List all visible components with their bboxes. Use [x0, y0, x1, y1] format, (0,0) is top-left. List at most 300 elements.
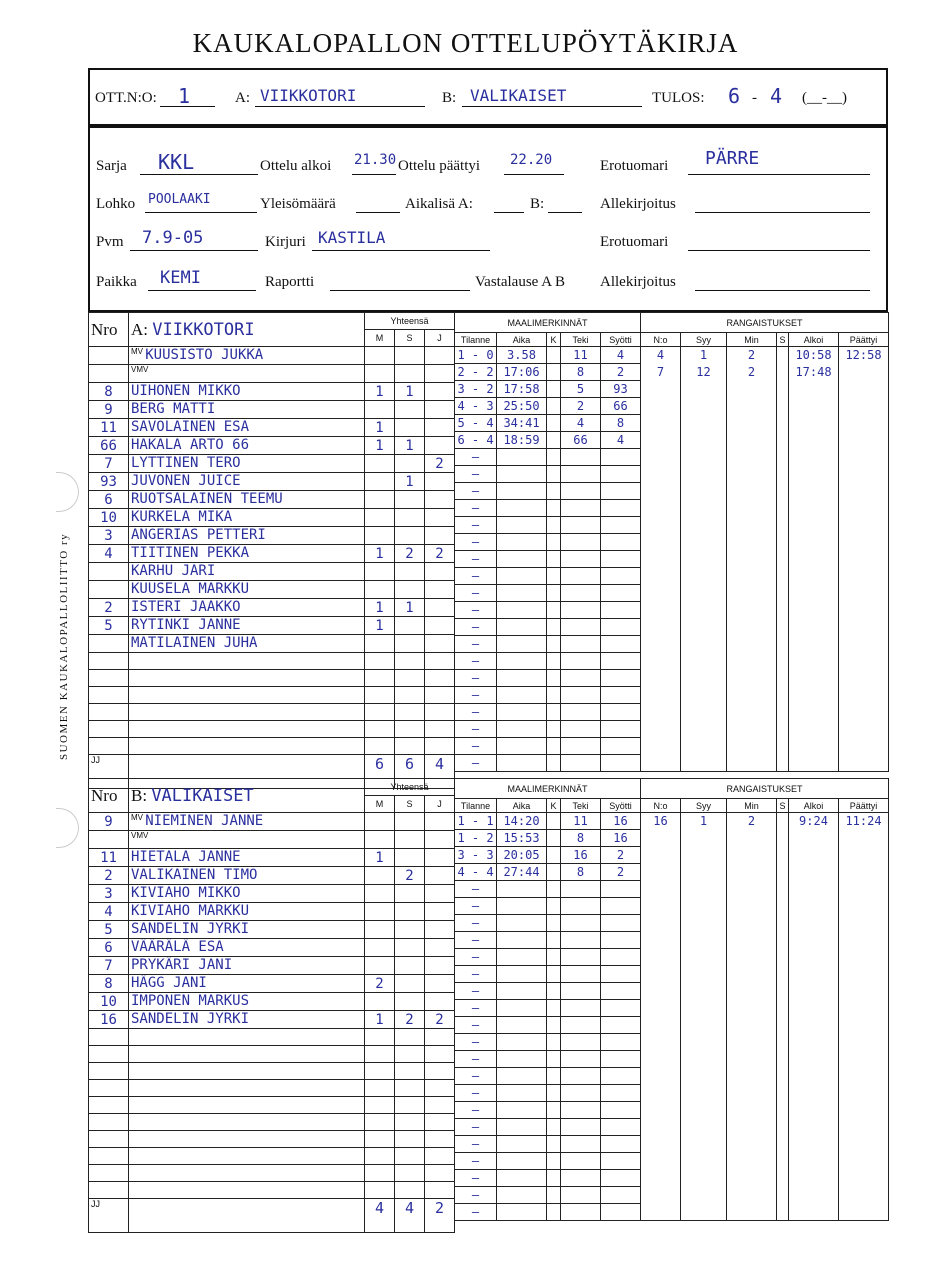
goal-tilanne[interactable]: –: [455, 653, 497, 670]
goal-k[interactable]: [547, 864, 561, 881]
goal-teki[interactable]: 2: [561, 398, 601, 415]
goal-tilanne[interactable]: 6 - 4: [455, 432, 497, 449]
goal-aika[interactable]: [497, 1187, 547, 1204]
goal-tilanne[interactable]: –: [455, 704, 497, 721]
player-number[interactable]: 10: [89, 509, 129, 527]
goal-teki[interactable]: [561, 636, 601, 653]
player-m[interactable]: [365, 867, 395, 885]
goal-teki[interactable]: [561, 1187, 601, 1204]
player-s[interactable]: [395, 1131, 425, 1148]
player-name-cell[interactable]: [129, 1011, 365, 1029]
goal-syotti[interactable]: [601, 704, 641, 721]
goal-tilanne[interactable]: –: [455, 881, 497, 898]
player-name-cell[interactable]: [129, 721, 365, 738]
goal-syotti[interactable]: [601, 755, 641, 772]
goal-aika[interactable]: 34:41: [497, 415, 547, 432]
goal-syotti[interactable]: 4: [601, 347, 641, 364]
goal-tilanne[interactable]: –: [455, 1170, 497, 1187]
player-name-cell[interactable]: [129, 473, 365, 491]
goal-aika[interactable]: [497, 721, 547, 738]
player-number[interactable]: 66: [89, 437, 129, 455]
goal-k[interactable]: [547, 898, 561, 915]
goal-aika[interactable]: 25:50: [497, 398, 547, 415]
kirjuri-value[interactable]: KASTILA: [318, 228, 386, 247]
goal-syotti[interactable]: [601, 1017, 641, 1034]
goal-aika[interactable]: [497, 1000, 547, 1017]
player-s[interactable]: [395, 455, 425, 473]
goal-teki[interactable]: [561, 517, 601, 534]
player-s[interactable]: [395, 975, 425, 993]
player-name-cell[interactable]: [129, 365, 365, 383]
goal-syotti[interactable]: 16: [601, 813, 641, 830]
goal-syotti[interactable]: [601, 898, 641, 915]
player-name-cell[interactable]: [129, 653, 365, 670]
player-number[interactable]: [89, 653, 129, 670]
goal-syotti[interactable]: 66: [601, 398, 641, 415]
player-number[interactable]: [89, 831, 129, 849]
penalty-empty-cell[interactable]: [727, 381, 777, 772]
goal-k[interactable]: [547, 1051, 561, 1068]
goal-k[interactable]: [547, 704, 561, 721]
goal-k[interactable]: [547, 585, 561, 602]
goal-aika[interactable]: [497, 1136, 547, 1153]
goal-k[interactable]: [547, 1034, 561, 1051]
player-name-cell[interactable]: [129, 401, 365, 419]
goal-syotti[interactable]: [601, 966, 641, 983]
player-s[interactable]: [395, 1080, 425, 1097]
goal-tilanne[interactable]: –: [455, 738, 497, 755]
goal-k[interactable]: [547, 670, 561, 687]
goal-tilanne[interactable]: –: [455, 1068, 497, 1085]
player-number[interactable]: 6: [89, 939, 129, 957]
goal-aika[interactable]: [497, 653, 547, 670]
goal-teki[interactable]: 66: [561, 432, 601, 449]
goal-syotti[interactable]: [601, 1119, 641, 1136]
player-number[interactable]: 7: [89, 455, 129, 473]
player-s[interactable]: 2: [395, 867, 425, 885]
player-name-cell[interactable]: [129, 957, 365, 975]
goal-syotti[interactable]: [601, 568, 641, 585]
player-s[interactable]: [395, 1165, 425, 1182]
goal-syotti[interactable]: [601, 517, 641, 534]
player-m[interactable]: [365, 581, 395, 599]
penalty-syy[interactable]: 1: [681, 813, 727, 830]
goal-syotti[interactable]: 2: [601, 847, 641, 864]
player-m[interactable]: [365, 1148, 395, 1165]
player-m[interactable]: [365, 1029, 395, 1046]
goal-syotti[interactable]: [601, 534, 641, 551]
player-name-cell[interactable]: [129, 831, 365, 849]
goal-teki[interactable]: 16: [561, 847, 601, 864]
goal-k[interactable]: [547, 949, 561, 966]
erotuomari-value[interactable]: PÄRRE: [705, 148, 760, 169]
goal-aika[interactable]: 14:20: [497, 813, 547, 830]
player-j[interactable]: [425, 401, 455, 419]
player-name-cell[interactable]: [129, 527, 365, 545]
goal-teki[interactable]: [561, 1119, 601, 1136]
player-name-cell[interactable]: [129, 581, 365, 599]
player-j[interactable]: [425, 563, 455, 581]
player-j[interactable]: 2: [425, 1011, 455, 1029]
goal-teki[interactable]: [561, 1102, 601, 1119]
player-m[interactable]: [365, 1080, 395, 1097]
total-j[interactable]: 2: [425, 1199, 455, 1233]
player-m[interactable]: [365, 738, 395, 755]
player-j[interactable]: [425, 437, 455, 455]
goal-teki[interactable]: 11: [561, 813, 601, 830]
goal-tilanne[interactable]: –: [455, 517, 497, 534]
total-m[interactable]: 4: [365, 1199, 395, 1233]
player-number[interactable]: [89, 1165, 129, 1182]
goal-syotti[interactable]: [601, 1051, 641, 1068]
goal-teki[interactable]: 8: [561, 830, 601, 847]
player-j[interactable]: [425, 721, 455, 738]
player-s[interactable]: [395, 687, 425, 704]
goal-syotti[interactable]: [601, 1136, 641, 1153]
goal-syotti[interactable]: 2: [601, 864, 641, 881]
player-s[interactable]: [395, 670, 425, 687]
player-name-cell[interactable]: [129, 1029, 365, 1046]
goal-k[interactable]: [547, 738, 561, 755]
goal-tilanne[interactable]: –: [455, 449, 497, 466]
goal-tilanne[interactable]: –: [455, 949, 497, 966]
player-s[interactable]: [395, 491, 425, 509]
goal-teki[interactable]: [561, 500, 601, 517]
goal-tilanne[interactable]: 1 - 2: [455, 830, 497, 847]
goal-tilanne[interactable]: –: [455, 983, 497, 1000]
player-number[interactable]: 2: [89, 599, 129, 617]
goal-teki[interactable]: [561, 483, 601, 500]
goal-aika[interactable]: [497, 755, 547, 772]
player-j[interactable]: [425, 849, 455, 867]
goal-aika[interactable]: [497, 1017, 547, 1034]
goal-teki[interactable]: [561, 619, 601, 636]
goal-k[interactable]: [547, 1102, 561, 1119]
goal-syotti[interactable]: [601, 653, 641, 670]
goal-aika[interactable]: 15:53: [497, 830, 547, 847]
goal-k[interactable]: [547, 755, 561, 772]
goal-aika[interactable]: 3.58: [497, 347, 547, 364]
goal-k[interactable]: [547, 1153, 561, 1170]
goal-teki[interactable]: [561, 687, 601, 704]
player-number[interactable]: [89, 1182, 129, 1199]
player-j[interactable]: [425, 939, 455, 957]
player-name-cell[interactable]: [129, 738, 365, 755]
sarja-value[interactable]: KKL: [158, 150, 195, 174]
goal-aika[interactable]: [497, 1085, 547, 1102]
goal-k[interactable]: [547, 847, 561, 864]
goal-aika[interactable]: 20:05: [497, 847, 547, 864]
pvm-value[interactable]: 7.9-05: [142, 228, 204, 248]
goal-syotti[interactable]: [601, 619, 641, 636]
player-m[interactable]: [365, 635, 395, 653]
player-m[interactable]: [365, 939, 395, 957]
goal-aika[interactable]: [497, 898, 547, 915]
goal-aika[interactable]: [497, 687, 547, 704]
player-j[interactable]: [425, 1080, 455, 1097]
goal-tilanne[interactable]: –: [455, 755, 497, 772]
player-m[interactable]: [365, 831, 395, 849]
player-number[interactable]: 3: [89, 885, 129, 903]
player-j[interactable]: [425, 653, 455, 670]
goal-k[interactable]: [547, 966, 561, 983]
player-j[interactable]: [425, 1063, 455, 1080]
goal-k[interactable]: [547, 881, 561, 898]
player-s[interactable]: [395, 563, 425, 581]
penalty-empty-cell[interactable]: [727, 830, 777, 1221]
goal-teki[interactable]: [561, 653, 601, 670]
penalty-empty-cell[interactable]: [641, 830, 681, 1221]
player-j[interactable]: [425, 491, 455, 509]
goal-tilanne[interactable]: –: [455, 483, 497, 500]
goal-teki[interactable]: [561, 534, 601, 551]
goal-aika[interactable]: [497, 466, 547, 483]
penalty-s[interactable]: [777, 364, 789, 381]
player-number[interactable]: 2: [89, 867, 129, 885]
penalty-empty-cell[interactable]: [839, 830, 889, 1221]
player-number[interactable]: [89, 365, 129, 383]
player-s[interactable]: [395, 1063, 425, 1080]
goal-tilanne[interactable]: –: [455, 932, 497, 949]
team-name[interactable]: VALIKAISET: [151, 785, 254, 806]
goal-tilanne[interactable]: –: [455, 534, 497, 551]
player-name-cell[interactable]: [129, 347, 365, 365]
penalty-s[interactable]: [777, 347, 789, 364]
goal-tilanne[interactable]: 4 - 3: [455, 398, 497, 415]
goal-teki[interactable]: [561, 1170, 601, 1187]
goal-aika[interactable]: [497, 500, 547, 517]
player-number[interactable]: [89, 581, 129, 599]
player-m[interactable]: [365, 921, 395, 939]
goal-aika[interactable]: [497, 949, 547, 966]
goal-teki[interactable]: [561, 881, 601, 898]
player-s[interactable]: [395, 721, 425, 738]
goal-tilanne[interactable]: –: [455, 551, 497, 568]
player-number[interactable]: 16: [89, 1011, 129, 1029]
player-name-cell[interactable]: [129, 704, 365, 721]
player-s[interactable]: 1: [395, 599, 425, 617]
player-name-cell[interactable]: [129, 1148, 365, 1165]
player-name-cell[interactable]: [129, 1165, 365, 1182]
player-s[interactable]: [395, 957, 425, 975]
goal-teki[interactable]: [561, 1136, 601, 1153]
goal-tilanne[interactable]: –: [455, 670, 497, 687]
goal-teki[interactable]: [561, 738, 601, 755]
player-m[interactable]: [365, 1131, 395, 1148]
player-m[interactable]: [365, 993, 395, 1011]
goal-tilanne[interactable]: –: [455, 619, 497, 636]
player-j[interactable]: [425, 383, 455, 401]
goal-teki[interactable]: [561, 1153, 601, 1170]
penalty-empty-cell[interactable]: [777, 381, 789, 772]
player-s[interactable]: [395, 527, 425, 545]
player-j[interactable]: [425, 867, 455, 885]
player-s[interactable]: [395, 738, 425, 755]
goal-k[interactable]: [547, 636, 561, 653]
player-j[interactable]: [425, 1182, 455, 1199]
goal-syotti[interactable]: [601, 585, 641, 602]
player-name-cell[interactable]: [129, 563, 365, 581]
goal-syotti[interactable]: 16: [601, 830, 641, 847]
player-number[interactable]: [89, 1029, 129, 1046]
player-number[interactable]: 93: [89, 473, 129, 491]
penalty-empty-cell[interactable]: [681, 830, 727, 1221]
goal-teki[interactable]: [561, 1017, 601, 1034]
player-number[interactable]: 4: [89, 545, 129, 563]
goal-tilanne[interactable]: 2 - 2: [455, 364, 497, 381]
goal-k[interactable]: [547, 813, 561, 830]
goal-tilanne[interactable]: –: [455, 1051, 497, 1068]
goal-syotti[interactable]: [601, 881, 641, 898]
goal-syotti[interactable]: [601, 1085, 641, 1102]
goal-aika[interactable]: [497, 1102, 547, 1119]
goal-syotti[interactable]: [601, 983, 641, 1000]
player-j[interactable]: [425, 670, 455, 687]
player-m[interactable]: [365, 1182, 395, 1199]
penalty-min[interactable]: 2: [727, 347, 777, 364]
goal-teki[interactable]: [561, 1000, 601, 1017]
goal-syotti[interactable]: [601, 721, 641, 738]
goal-k[interactable]: [547, 415, 561, 432]
player-s[interactable]: [395, 635, 425, 653]
goal-teki[interactable]: [561, 466, 601, 483]
alkoi-value[interactable]: 21.30: [354, 152, 397, 168]
goal-tilanne[interactable]: –: [455, 915, 497, 932]
goal-tilanne[interactable]: –: [455, 1034, 497, 1051]
goal-teki[interactable]: [561, 966, 601, 983]
player-s[interactable]: [395, 993, 425, 1011]
goal-teki[interactable]: [561, 449, 601, 466]
goal-teki[interactable]: [561, 1068, 601, 1085]
goal-tilanne[interactable]: –: [455, 1204, 497, 1221]
goal-teki[interactable]: [561, 721, 601, 738]
player-s[interactable]: [395, 653, 425, 670]
goal-k[interactable]: [547, 1000, 561, 1017]
goal-k[interactable]: [547, 983, 561, 1000]
player-m[interactable]: [365, 957, 395, 975]
goal-teki[interactable]: [561, 1034, 601, 1051]
goal-k[interactable]: [547, 1017, 561, 1034]
player-m[interactable]: [365, 527, 395, 545]
goal-k[interactable]: [547, 830, 561, 847]
player-s[interactable]: 1: [395, 383, 425, 401]
player-m[interactable]: [365, 687, 395, 704]
penalty-alkoi[interactable]: 9:24: [789, 813, 839, 830]
player-m[interactable]: [365, 885, 395, 903]
goal-syotti[interactable]: [601, 483, 641, 500]
player-name-cell[interactable]: [129, 849, 365, 867]
goal-aika[interactable]: [497, 619, 547, 636]
player-name-cell[interactable]: [129, 455, 365, 473]
player-s[interactable]: [395, 1148, 425, 1165]
player-j[interactable]: [425, 975, 455, 993]
goal-syotti[interactable]: [601, 1102, 641, 1119]
goal-syotti[interactable]: [601, 466, 641, 483]
player-number[interactable]: [89, 1131, 129, 1148]
player-s[interactable]: [395, 1097, 425, 1114]
goal-aika[interactable]: [497, 551, 547, 568]
goal-k[interactable]: [547, 932, 561, 949]
player-j[interactable]: [425, 617, 455, 635]
goal-aika[interactable]: [497, 534, 547, 551]
player-s[interactable]: [395, 509, 425, 527]
goal-syotti[interactable]: [601, 738, 641, 755]
goal-syotti[interactable]: 2: [601, 364, 641, 381]
goal-aika[interactable]: [497, 568, 547, 585]
goal-tilanne[interactable]: –: [455, 500, 497, 517]
goal-syotti[interactable]: [601, 449, 641, 466]
penalty-min[interactable]: 2: [727, 813, 777, 830]
goal-k[interactable]: [547, 1068, 561, 1085]
goal-k[interactable]: [547, 653, 561, 670]
player-m[interactable]: 1: [365, 849, 395, 867]
goal-syotti[interactable]: 4: [601, 432, 641, 449]
player-j[interactable]: [425, 885, 455, 903]
player-name-cell[interactable]: [129, 975, 365, 993]
goal-tilanne[interactable]: –: [455, 966, 497, 983]
goal-syotti[interactable]: [601, 500, 641, 517]
player-j[interactable]: [425, 473, 455, 491]
player-number[interactable]: [89, 1148, 129, 1165]
goal-teki[interactable]: 4: [561, 415, 601, 432]
player-name-cell[interactable]: [129, 437, 365, 455]
goal-k[interactable]: [547, 483, 561, 500]
player-m[interactable]: 1: [365, 1011, 395, 1029]
player-j[interactable]: [425, 687, 455, 704]
player-j[interactable]: [425, 347, 455, 365]
player-m[interactable]: [365, 491, 395, 509]
player-name-cell[interactable]: [129, 545, 365, 563]
goal-tilanne[interactable]: –: [455, 602, 497, 619]
tulos-a-value[interactable]: 6: [728, 84, 741, 108]
player-j[interactable]: [425, 509, 455, 527]
goal-k[interactable]: [547, 347, 561, 364]
player-name-cell[interactable]: [129, 903, 365, 921]
player-number[interactable]: 4: [89, 903, 129, 921]
goal-syotti[interactable]: [601, 1153, 641, 1170]
goal-teki[interactable]: 11: [561, 347, 601, 364]
goal-tilanne[interactable]: 3 - 2: [455, 381, 497, 398]
player-j[interactable]: [425, 1165, 455, 1182]
goal-aika[interactable]: [497, 670, 547, 687]
player-number[interactable]: [89, 563, 129, 581]
goal-k[interactable]: [547, 398, 561, 415]
player-j[interactable]: [425, 1097, 455, 1114]
goal-teki[interactable]: 5: [561, 381, 601, 398]
player-number[interactable]: [89, 635, 129, 653]
goal-syotti[interactable]: [601, 551, 641, 568]
player-m[interactable]: [365, 563, 395, 581]
player-m[interactable]: [365, 1097, 395, 1114]
goal-aika[interactable]: [497, 1034, 547, 1051]
player-name-cell[interactable]: [129, 921, 365, 939]
goal-syotti[interactable]: [601, 1068, 641, 1085]
goal-k[interactable]: [547, 1119, 561, 1136]
penalty-paattyi[interactable]: 12:58: [839, 347, 889, 364]
player-number[interactable]: 8: [89, 383, 129, 401]
player-name-cell[interactable]: [129, 993, 365, 1011]
player-number[interactable]: [89, 1046, 129, 1063]
goal-teki[interactable]: [561, 1051, 601, 1068]
player-s[interactable]: [395, 1114, 425, 1131]
player-m[interactable]: 1: [365, 599, 395, 617]
goal-syotti[interactable]: [601, 915, 641, 932]
player-m[interactable]: [365, 347, 395, 365]
player-j[interactable]: 2: [425, 455, 455, 473]
player-j[interactable]: [425, 599, 455, 617]
goal-tilanne[interactable]: –: [455, 1187, 497, 1204]
ottno-value[interactable]: 1: [178, 84, 191, 108]
